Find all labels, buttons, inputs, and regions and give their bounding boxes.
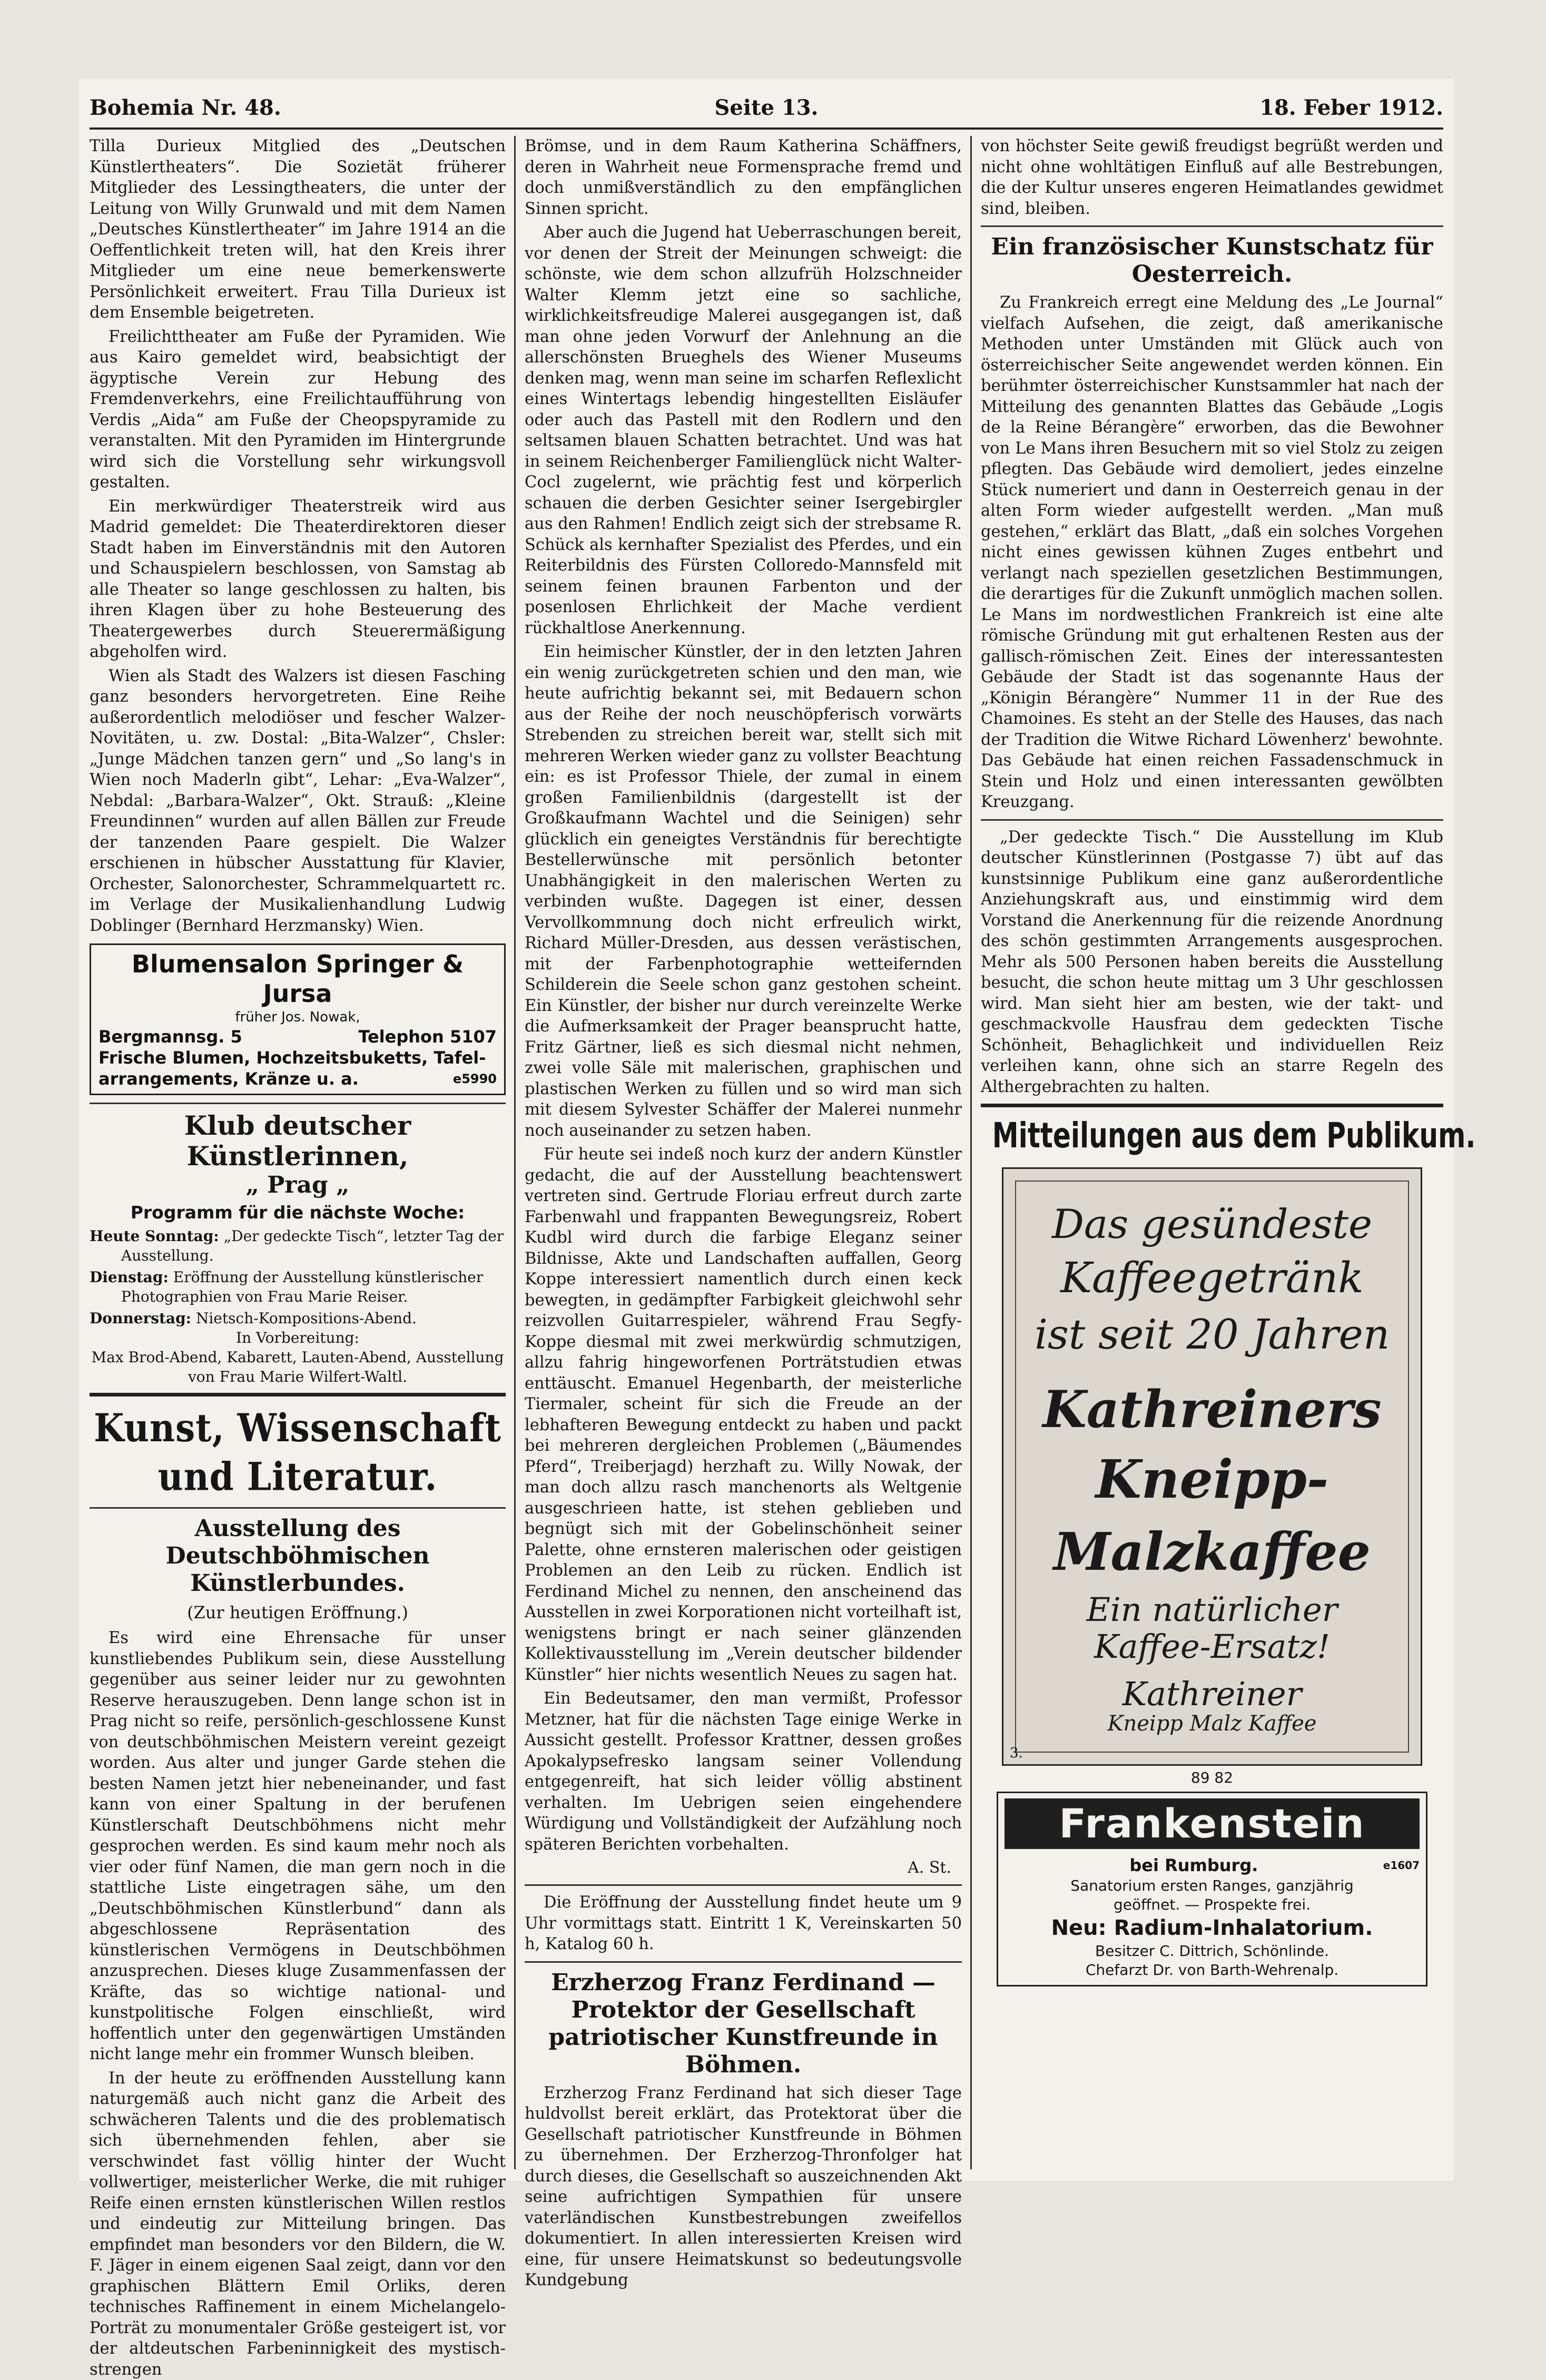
divider (981, 819, 1443, 821)
paragraph: Freilichttheater am Fuße der Pyramiden. Wie aus Kairo gemeldet wird, beabsichtigt der ägyptische Verein zur Hebung des Fremdenverkehrs, eine Freilichtaufführung von Verdis „Aida“ am Fuße der Cheopspyramide zu veranstalten. Mit den Pyramiden im Hintergrunde wird sich die Vorstellung sehr wirkungsvoll gestalten. (90, 327, 506, 493)
ad-logo: Frankenstein (1005, 1798, 1420, 1849)
paragraph: Ein heimischer Künstler, der in den letzten Jahren ein wenig zurückgetreten schien und den man, wie heute aufrichtig bekannt sei, mit Bedauern schon aus der Reihe der noch neuschöpferisch vorwärts Strebenden zu streichen bereit war, stellt sich mit mehreren Werken wieder ganz zu vollster Beachtung ein: es ist Professor Thiele, der zumal in einem großen Familienbildnis (dargestellt ist der Großkaufmann Wachtel und die Seinigen) sehr glücklich ein geneigtes Verständnis für berechtigte Bestellerwünsche mit persönlich betonter Unabhängigkeit in den malerischen Werten zu verbinden wußte. Dagegen ist einer, dessen Vervollkommnung doch nicht erfreulich wirkt, Richard Müller-Dresden, aus dessen verästischen, mit der Farbenphotographie wetteifernden Schilderein die Seele schon ganz gestohen scheint. Ein Künstler, der bisher nur durch vereinzelte Werke die Aufmerksamkeit der Prager beansprucht hatte, Fritz Gärtner, ließ es sich diesmal nicht nehmen, zwei volle Säle mit malerischen, graphischen und plastischen Werken zu füllen und so wird man sich mit diesem Sylvester Schäffer der Malerei nunmehr noch auseinander zu setzen haben. (525, 642, 962, 1141)
paragraph: Für heute sei indeß noch kurz der andern Künstler gedacht, die auf der Ausstellung beachtenswert vertreten sind. Gertrude Floriau erfreut durch zarte Farbenwahl und frappanten Bewegungsreiz, Robert Kudbl wird durch die farbige Eleganz seiner Bildnisse, Akte und Landschaften auffallen, Georg Koppe interessiert namentlich durch einen keck bewegten, in gedämpfter Farbigkeit gleichwohl sehr reizvollen Guitarrespieler, während Frau Segfy-Koppe diesmal mit zwei merkwürdig schmutzigen, allzu fahrig hingeworfenen Porträtstudien etwas enttäuscht. Emanuel Hegenbarth, der meisterliche Tiermaler, scheint für sich die Freude an der lebhafteren Bewegung entdeckt zu haben und packt bei mehreren dergleichen Problemen („Bäumendes Pferd“, Treiberjagd) herzhaft zu. Willy Nowak, der man doch allzu rasch manchenorts als Weltgenie ausgeschrieen hatte, ist stehen geblieben und begnügt sich mit der Gobelinschönheit seiner Palette, ohne ernsteren malerischen oder geistigen Problemen an den Leib zu rücken. Endlich ist Ferdinand Michel zu nennen, den anscheinend das Ausstellen in zwei Korporationen nicht vorteilhaft ist, wenigstens bringt er nach seiner glänzenden Kollektivausstellung im „Verein deutscher bildender Künstler“ hier nichts wesentlich Neues zu sagen hat. (525, 1144, 962, 1685)
ad-handwriting: Das gesündeste (1003, 1201, 1421, 1247)
column-1 (90, 136, 506, 2169)
ad-text: Chefarzt Dr. von Barth-Wehrenalp. (1005, 1961, 1420, 1980)
column-rule (970, 136, 972, 2169)
ad-title: Blumensalon Springer & Jursa (99, 949, 497, 1008)
divider (981, 225, 1443, 227)
klub-preparation-heading: In Vorbereitung: (90, 1328, 506, 1348)
running-header (90, 90, 1443, 126)
program-text: „Der gedeckte Tisch“, letzter Tag der Ausstellung. (121, 1227, 504, 1264)
paragraph: Erzherzog Franz Ferdinand hat sich dieser Tage huldvollst bereit erklärt, das Protektorat über die Gesellschaft patriotischer Kunstfreunde in Böhmen zu übernehmen. Der Erzherzog-Thronfolger hat durch dieses, die Gesellschaft so auszeichnenden Akt seine aufrichtigen Sympathien für unsere vaterländischen Kunstbestrebungen zweifellos dokumentiert. In allen interessierten Kreisen wird eine, für unsere Heimatskunst so bedeutungsvolle Kundgebung (525, 2083, 962, 2291)
program-day: Dienstag: (90, 1268, 169, 1286)
paragraph: von höchster Seite gewiß freudigst begrüßt werden und nicht ohne wohltätigen Einfluß auf alle Bestrebungen, die der Kultur unseres engeren Heimatlandes gewidmet sind, bleiben. (981, 136, 1443, 219)
divider (525, 1961, 962, 1963)
kathreiner-advertisement (1002, 1167, 1422, 1766)
ad-contact-row (99, 1026, 497, 1047)
article-title: Erzherzog Franz Ferdinand — Protektor der Gesellschaft patriotischer Kunstfreunde in Böhmen. (525, 1969, 962, 2079)
header-page-number: Seite 13. (715, 90, 819, 126)
ad-text: Frische Blumen, Hochzeitsbuketts, Tafel- (99, 1047, 497, 1068)
header-rule (90, 127, 1443, 130)
ad-handwriting: Kneipp Malz Kaffee (1003, 1712, 1421, 1736)
divider (90, 1103, 506, 1104)
paragraph: „Der gedeckte Tisch.“ Die Ausstellung im Klub deutscher Künstlerinnen (Postgasse 7) übt auf das kunstsinnige Publikum eine ganz außerordentliche Anziehungskraft aus, und einstimmig wird dem Vorstand die Anerkennung für die reizende Anordnung des schön gestimmten Arrangements ausgesprochen. Mehr als 500 Personen haben bereits die Ausstellung besucht, die schon heute mittag um 3 Uhr geschlossen wird. Man sieht hier am besten, wie der takt- und geschmackvolle Hausfrau dem gedeckten Tische Schönheit, Behaglichkeit und individuellen Reiz verleihen kann, ohne sich an starre Regeln des Althergebrachten zu halten. (981, 827, 1443, 1098)
paragraph: Wien als Stadt des Walzers ist diesen Fasching ganz besonders hervorgetreten. Eine Reihe außerordentlich melodiöser und fescher Walzer-Novitäten, u. zw. Dostal: „Bita-Walzer“, Chsler: „Junge Mädchen tanzen gern“ und „So lang's in Wien noch Maderln gibt“, Lehar: „Eva-Walzer“, Nebdal: „Barbara-Walzer“, Okt. Strauß: „Kleine Freundinnen“ wurden auf allen Bällen zur Freude der tanzenden Paare gespielt. Die Walzer erschienen in hübscher Ausstattung für Klavier, Orchester, Salonorchester, Schrammelquartett rc. im Verlage der Musikalienhandlung Ludwig Doblinger (Bernhard Herzmansky) Wien. (90, 666, 506, 937)
program-day: Heute Sonntag: (90, 1227, 219, 1245)
ad-handwriting: Kaffee-Ersatz! (1003, 1627, 1421, 1666)
klub-title: Klub deutscher Künstlerinnen, (90, 1110, 506, 1172)
divider (981, 1104, 1443, 1107)
ad-address: Bergmannsg. 5 (99, 1026, 242, 1047)
paragraph: Zu Frankreich erregt eine Meldung des „Le Journal“ vielfach Aufsehen, die zeigt, daß amerikanische Methoden unter Umständen mit Glück auch von österreichischer Seite angewendet werden können. Ein berühmter österreichischer Kunstsammler hat nach der Mitteilung des genannten Blattes das Gebäude „Logis de la Reine Bérangère“ erworben, das die Bewohner von Le Mans ihren Besuchern mit so viel Stolz zu zeigen pflegten. Das Gebäude wird demoliert, jedes einzelne Stück numeriert und dann in Oesterreich genau in der alten Form wieder aufgestellt werden. „Man muß gestehen,“ erklärt das Blatt, „daß ein solches Vorgehen nicht eines gewissen kühnen Zuges entbehrt und verlangt nach speziellen gesetzlichen Bestimmungen, die derartiges für die Zukunft unmöglich machen sollen. Le Mans im nordwestlichen Frankreich ist eine alte römische Gründung mit gut erhaltenen Resten aus der gallisch-römischen Zeit. Eines der interessantesten Gebäude der Stadt ist das sogenannte Haus der „Königin Bérangère“ Nummer 11 in der Rue des Chamoines. Es steht an der Stelle des Hauses, das nach der Tradition die Witwe Richard Löwenherz' bewohnte. Das Gebäude hat einen reichen Fassadenschmuck in Stein und Holz und einen interessanten gewölbten Kreuzgang. (981, 292, 1443, 813)
ad-number: 3. (1010, 1745, 1023, 1761)
program-text: Eröffnung der Ausstellung künstlerischer Photographien von Frau Marie Reiser. (121, 1268, 483, 1305)
advertisement-blumensalon (90, 943, 506, 1095)
ad-location-text: bei Rumburg. (1129, 1855, 1258, 1875)
section-title: Kunst, Wissenschaft und Literatur. (90, 1404, 506, 1501)
header-issue: Bohemia Nr. 48. (90, 90, 281, 126)
article-title: Ein französischer Kunstschatz für Oesterreich. (981, 233, 1443, 288)
klub-program-item (90, 1226, 506, 1265)
paragraph: Aber auch die Jugend hat Ueberraschungen bereit, vor denen der Streit der Meinungen schweigt: die schönste, wie dem schon allzufrüh Holzschneider Walter Klemm jetzt eine so sachliche, wirklichkeitsfreudige Malerei ausgegangen ist, daß man ohne jeden Vorwurf der Anlehnung an die allerschönsten Brueghels des Wiener Museums denken mag, wenn man seine im scharfen Reflexlicht eines Wintertags lebendig hingestellten Eisläufer oder auch das Pastell mit den Rodlern und den seltsamen blauen Schatten betrachtet. Und was hat in seinem Reichenberger Familienglück nicht Walter-Cocl zugelernt, wie prächtig fest und körperlich schauen die derben Gesichter seiner Isergebirgler aus den Rahmen! Endlich zeigt sich der strebsame R. Schück als kernhafter Spezialist des Pferdes, und ein Reiterbildnis des Fürsten Colloredo-Mannsfeld mit seinem feinen braunen Farbenton und der posenlosen Ehrlichkeit der Mache verdient rückhaltlose Anerkennung. (525, 222, 962, 638)
mitteilungen-heading: Mitteilungen aus dem Publikum. (992, 1114, 1432, 1158)
paragraph: Ein Bedeutsamer, den man vermißt, Professor Metzner, hat für die nächsten Tage einige Werke in Aussicht gestellt. Professor Krattner, dessen großes Apokalypsefresko langsam seiner Vollendung entgegenreift, hat sich leider völlig abstinent verhalten. Im Uebrigen seien eingehendere Würdigung und Vollständigkeit der Aufzählung noch späteren Berichten vorbehalten. (525, 1688, 962, 1855)
ad-handwriting: Kneipp- (1003, 1448, 1421, 1510)
column-2 (525, 136, 962, 2169)
ad-handwriting: Kaffeegetränk (1003, 1253, 1421, 1302)
ad-code: 89 82 (981, 1769, 1443, 1786)
article-subtitle: (Zur heutigen Eröffnung.) (90, 1601, 506, 1624)
ad-code: e1607 (1383, 1854, 1420, 1876)
ad-handwriting: ist seit 20 Jahren (1003, 1311, 1421, 1359)
klub-program-item (90, 1267, 506, 1306)
ad-text: geöffnet. — Prospekte frei. (1005, 1895, 1420, 1914)
column-rule (514, 136, 516, 2169)
ad-handwriting: Ein natürlicher (1003, 1590, 1421, 1629)
divider (525, 1884, 962, 1886)
paragraph: Brömse, und in dem Raum Katherina Schäffners, deren in Wahrheit neue Formensprache fremd und doch unmißverständlich zu den empfänglichen Sinnen spricht. (525, 136, 962, 219)
paragraph: Ein merkwürdiger Theaterstreik wird aus Madrid gemeldet: Die Theaterdirektoren dieser Stadt haben im Einverständnis mit den Autoren und Schauspielern beschlossen, von Samstag ab alle Theater so lange geschlossen zu halten, bis ihren Klagen über zu hohe Besteuerung des Theatergewerbes durch Steuerermäßigung abgeholfen wird. (90, 496, 506, 663)
ad-text: arrangements, Kränze u. a. (99, 1068, 359, 1089)
paragraph: Tilla Durieux Mitglied des „Deutschen Künstlertheaters“. Die Sozietät früherer Mitglieder des Lessingtheaters, die unter der Leitung von Willy Grunwald und mit dem Namen „Deutsches Künstlertheater“ im Jahre 1914 an die Oeffentlichkeit treten will, hat den Kreis ihrer Mitglieder um eine neue bemerkenswerte Persönlichkeit erweitert. Frau Tilla Durieux ist dem Ensemble beigetreten. (90, 136, 506, 323)
ad-location (1005, 1854, 1420, 1876)
ad-handwriting: Kathreiners (1003, 1380, 1421, 1439)
ad-text: Sanatorium ersten Ranges, ganzjährig (1005, 1876, 1420, 1895)
ad-highlight: Neu: Radium-Inhalatorium. (1005, 1914, 1420, 1942)
newspaper-page (79, 79, 1454, 2181)
header-date: 18. Feber 1912. (1259, 90, 1443, 126)
article-title: Ausstellung des Deutschböhmischen Künstlerbundes. (90, 1515, 506, 1597)
ad-former-name: früher Jos. Nowak, (99, 1008, 497, 1026)
ad-text-row (99, 1068, 497, 1089)
ad-text: Besitzer C. Dittrich, Schönlinde. (1005, 1942, 1420, 1961)
divider (90, 1393, 506, 1396)
ad-phone: Telephon 5107 (358, 1026, 497, 1047)
paragraph: Die Eröffnung der Ausstellung findet heute um 9 Uhr vormittags statt. Eintritt 1 K, Vereinskarten 50 h, Katalog 60 h. (525, 1892, 962, 1955)
program-day: Donnerstag: (90, 1310, 191, 1327)
paragraph: In der heute zu eröffnenden Ausstellung kann naturgemäß auch nicht ganz die Arbeit des schwächeren Talents und die des problematisch sich übernehmenden fehlen, aber sie verschwindet fast völlig hinter der Wucht vollwertiger, meisterlicher Werke, die mit ruhiger Reife einen ernsten künstlerischen Willen restlos und eindeutig zur Mitteilung bringen. Das empfindet man besonders vor den Bildern, die W. F. Jäger in einem eigenen Saal zeigt, dann vor den graphischen Blättern Emil Orliks, deren technisches Raffinement in einem Michelangelo-Porträt zu monumentaler Größe gesteigert ist, vor der altdeutschen Farbeninnigkeit des mystisch-strengen (90, 2068, 506, 2380)
klub-program-heading: Programm für die nächste Woche: (90, 1201, 506, 1224)
klub-preparation-text: Max Brod-Abend, Kabarett, Lauten-Abend, Ausstellung von Frau Marie Wilfert-Waltl. (90, 1348, 506, 1386)
ad-code: e5990 (453, 1068, 497, 1089)
article-signature: A. St. (525, 1858, 962, 1878)
column-3 (981, 136, 1443, 2169)
program-text: Nietsch-Kompositions-Abend. (196, 1310, 417, 1327)
frankenstein-advertisement (997, 1792, 1427, 1986)
ad-handwriting: Kathreiner (1003, 1675, 1421, 1713)
ad-handwriting: Malzkaffee (1003, 1522, 1421, 1582)
divider (90, 1507, 506, 1509)
paragraph: Es wird eine Ehrensache für unser kunstliebendes Publikum sein, diese Ausstellung gegenüber aus seiner leider nur zu gewohnten Reserve herauszugeben. Denn lange schon ist in Prag nicht so reife, persönlich-geschlossene Kunst von deutschböhmischen Meistern vereint gezeigt worden. Aus alter und junger Garde stehen die besten Namen jetzt hier nebeneinander, und fast kann von einer Spaltung in der berufenen Künstlerschaft Deutschböhmens nicht mehr gesprochen werden. Es sind kaum mehr noch als vier oder fünf Namen, die man gern noch in die stattliche Liste eingetragen sähe, um den „Deutschböhmischen Künstlerbund“ dann als abgeschlossene Repräsentation des künstlerischen Vermögens in Deutschböhmen anzusprechen. Dieses kluge Zusammenfassen der Kräfte, das so wichtige national- und kunstpolitische Folgen einschließt, wird hoffentlich unter den gegenwärtigen Umständen nicht lange mehr ein frommer Wunsch bleiben. (90, 1628, 506, 2065)
klub-program-item (90, 1309, 506, 1328)
klub-subtitle: „ Prag „ (90, 1172, 506, 1199)
